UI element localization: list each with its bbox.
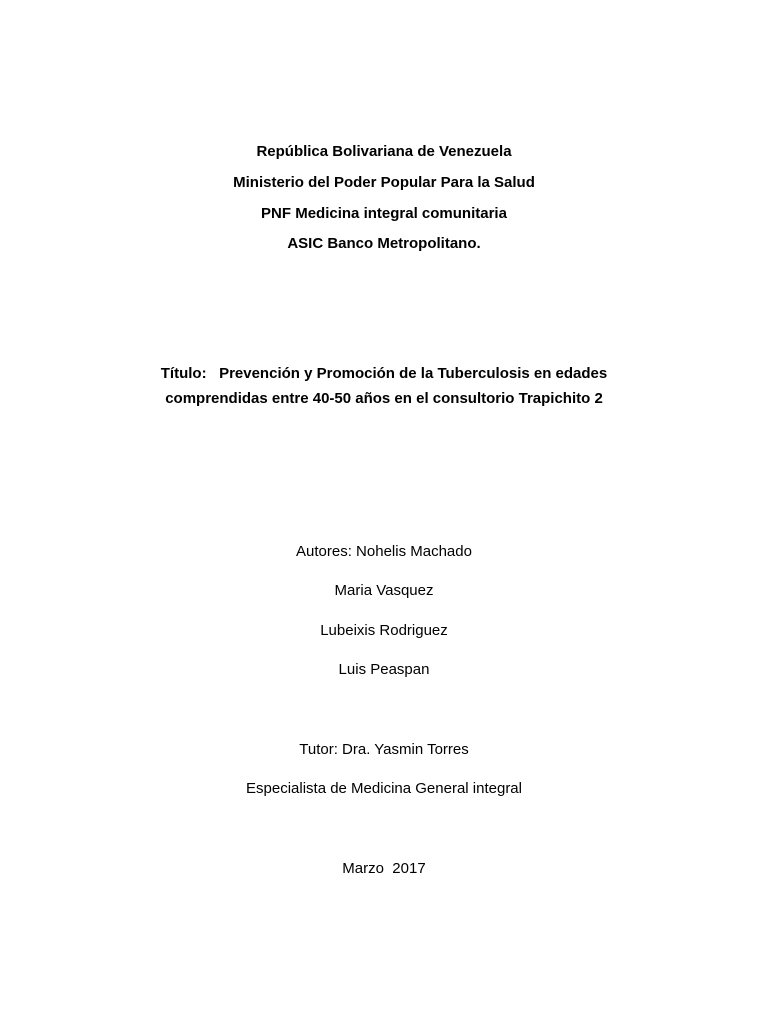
tutor-name: Tutor: Dra. Yasmin Torres <box>299 741 469 758</box>
header-country: República Bolivariana de Venezuela <box>256 143 512 160</box>
title-line-2: comprendidas entre 40-50 años en el consultorio Trapichito 2 <box>165 390 603 407</box>
header-asic: ASIC Banco Metropolitano. <box>287 235 481 252</box>
tutor-specialty: Especialista de Medicina General integral <box>246 780 522 797</box>
author-2: Maria Vasquez <box>334 582 434 599</box>
author-3: Lubeixis Rodriguez <box>320 622 448 639</box>
document-date: Marzo 2017 <box>342 860 426 877</box>
author-4: Luis Peaspan <box>338 661 430 678</box>
author-1: Autores: Nohelis Machado <box>296 543 472 560</box>
title-line-1: Título: Prevención y Promoción de la Tuberculosis en edades <box>160 365 608 382</box>
header-ministry: Ministerio del Poder Popular Para la Salud <box>233 174 535 191</box>
header-program: PNF Medicina integral comunitaria <box>261 205 507 222</box>
